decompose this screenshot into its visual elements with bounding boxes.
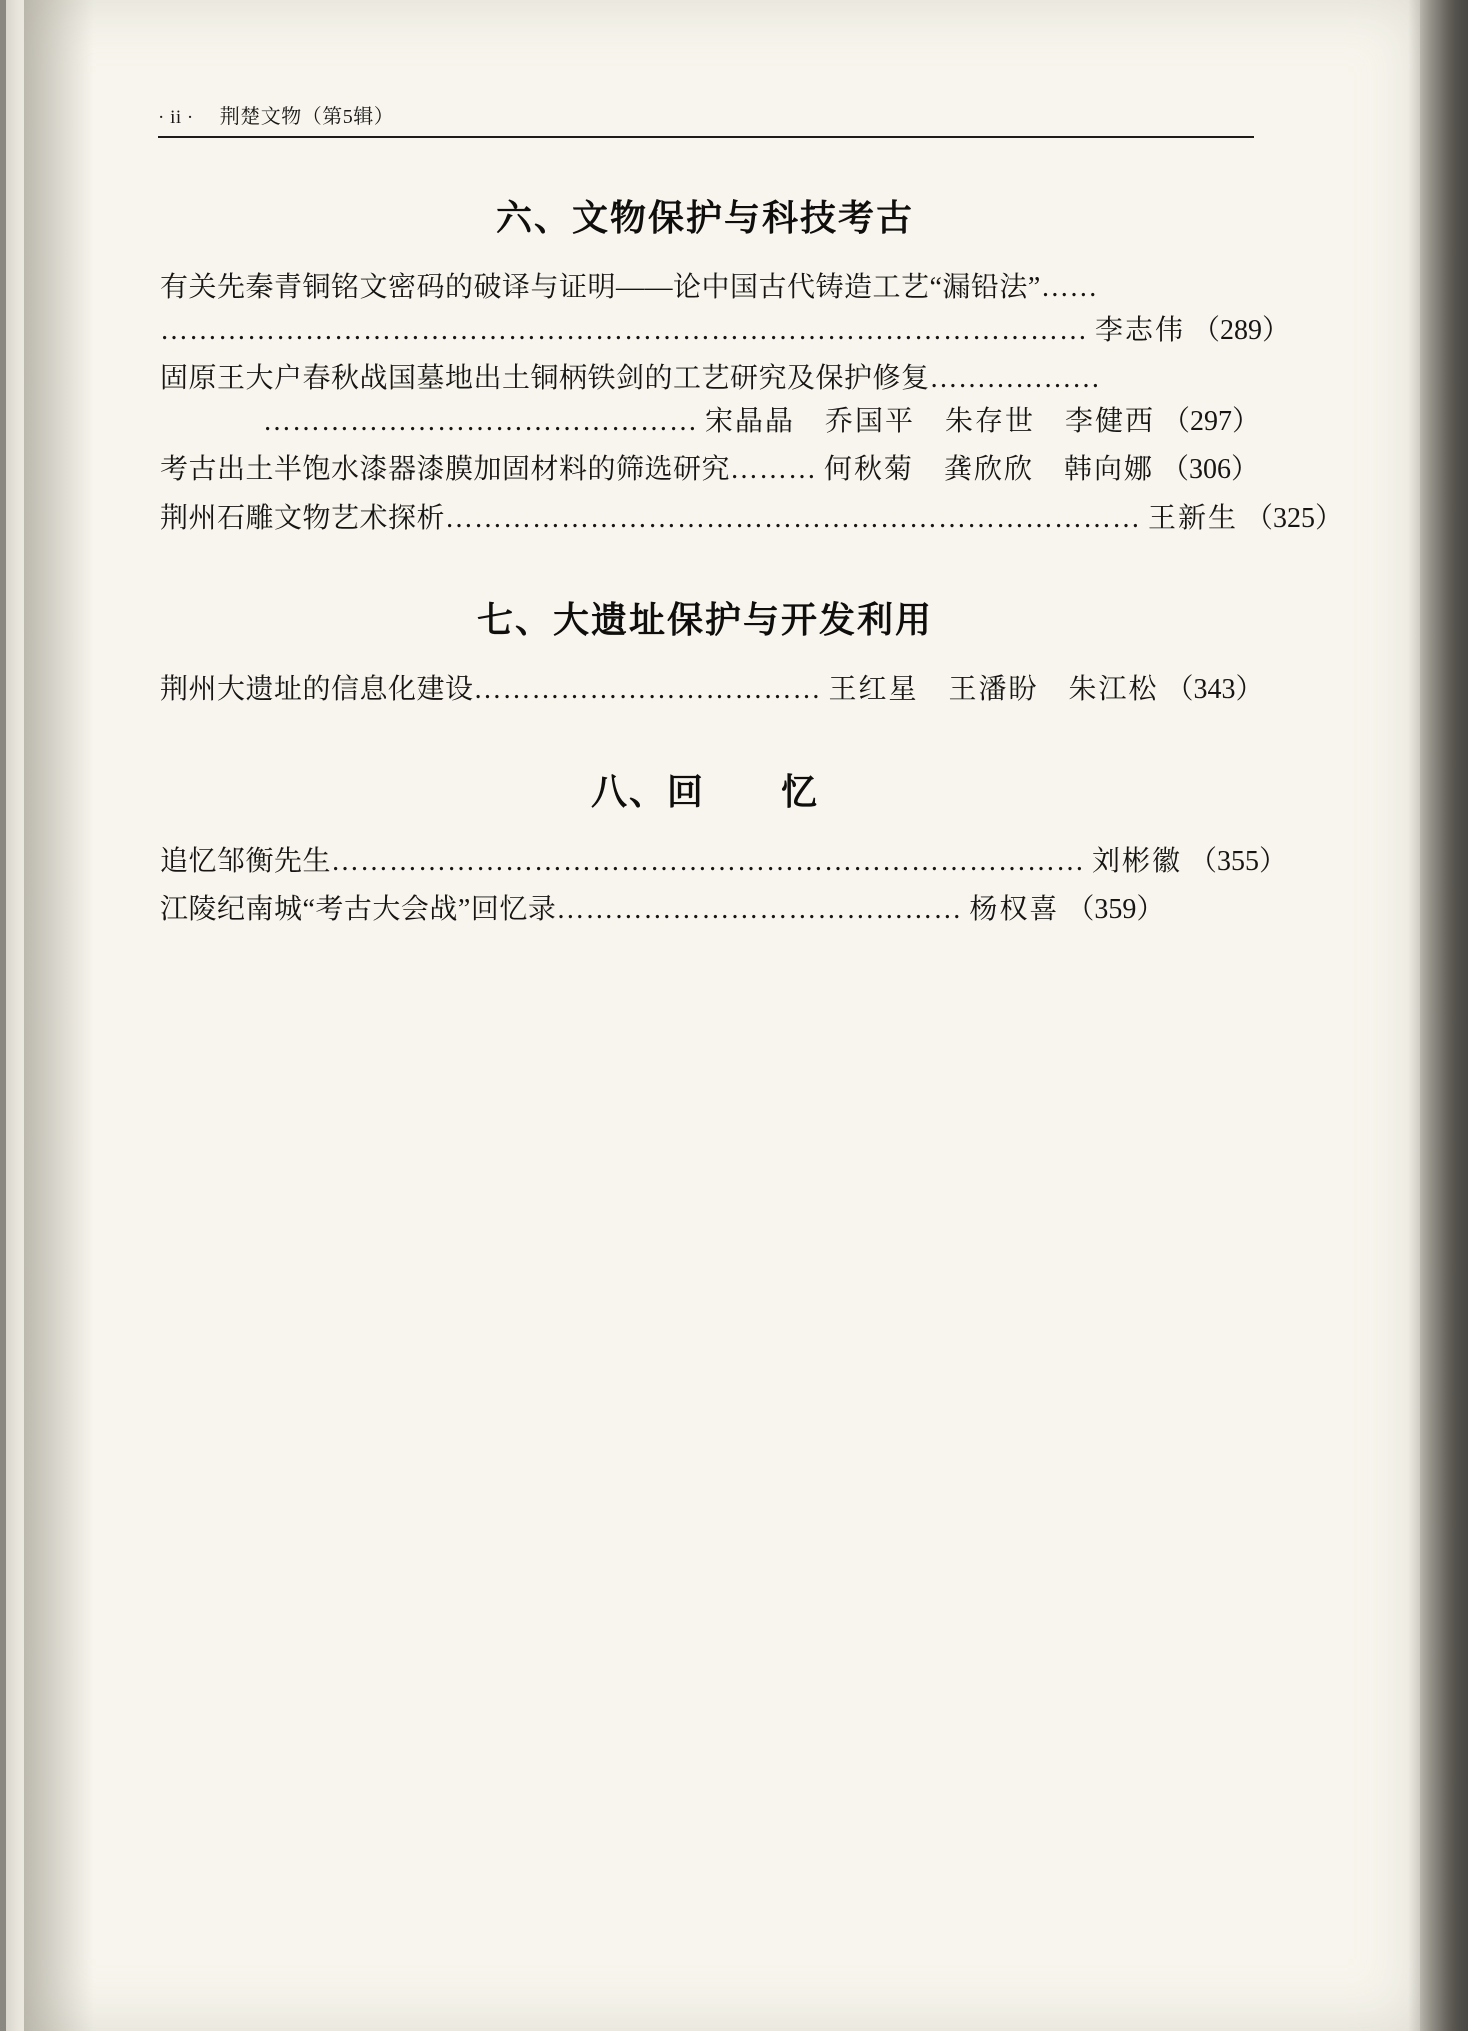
toc-entry-page: （343） xyxy=(1165,674,1264,706)
toc-entry[interactable] xyxy=(150,358,1260,443)
toc-entry-title: 固原王大户春秋战国墓地出土铜柄铁剑的工艺研究及保护修复……………… xyxy=(160,363,1101,395)
running-head-title: 荆楚文物（第5辑） xyxy=(219,106,395,128)
toc-leader: ……………………………………… xyxy=(262,405,698,437)
toc-entry-title: 有关先秦青铜铭文密码的破译与证明——论中国古代铸造工艺“漏铅法”…… xyxy=(160,272,1098,303)
toc-entry-page: （289） xyxy=(1192,314,1291,346)
toc-entry-page: （355） xyxy=(1189,845,1288,877)
toc-leader: …………………………………………………………………………………… xyxy=(160,314,1088,346)
toc-entry[interactable] xyxy=(150,889,1260,932)
toc-entry-title: 江陵纪南城“考古大会战”回忆录 xyxy=(160,894,557,926)
toc-leader: ……………………………………………………………… xyxy=(445,502,1142,534)
toc-entry[interactable] xyxy=(150,669,1264,712)
toc-entry[interactable] xyxy=(150,267,1291,352)
toc-entry-page: （306） xyxy=(1161,454,1260,486)
toc-entry-page: （297） xyxy=(1161,405,1260,437)
toc-entry[interactable] xyxy=(150,498,1344,541)
toc-entry-authors: 何秋菊 龚欣欣 韩向娜 xyxy=(824,454,1155,486)
page-content xyxy=(150,100,1344,938)
toc-leader: ……………………………… xyxy=(473,674,822,706)
toc-leader: …………………………………………………………………… xyxy=(331,845,1086,877)
toc-entry-authors: 刘彬徽 xyxy=(1092,845,1183,877)
section-heading: 七、大遗址保护与开发利用 xyxy=(476,600,933,641)
toc-entry-authors: 李志伟 xyxy=(1095,314,1186,346)
running-head xyxy=(150,100,1260,129)
page-edge-shadow xyxy=(1408,0,1468,2031)
toc-entry-title: 荆州大遗址的信息化建设 xyxy=(160,674,474,706)
toc-entry-authors: 杨权喜 xyxy=(969,894,1060,926)
toc-entry-authors: 王红星 王潘盼 朱江松 xyxy=(828,674,1159,706)
running-head-rule xyxy=(158,136,1254,138)
section-heading: 八、回 忆 xyxy=(590,771,819,812)
toc-leader: …………………………………… xyxy=(556,894,963,926)
toc-entry-title: 追忆邹衡先生 xyxy=(160,845,332,877)
book-gutter-shadow xyxy=(24,0,94,2031)
section-heading: 六、文物保护与科技考古 xyxy=(495,198,914,238)
toc-entry-page: （359） xyxy=(1066,894,1165,926)
folio-number: · ii · xyxy=(158,107,194,128)
toc-entry-title: 考古出土半饱水漆器漆膜加固材料的筛选研究 xyxy=(160,454,731,486)
toc-entry-authors: 王新生 xyxy=(1148,502,1239,534)
toc-leader: ……… xyxy=(730,454,818,486)
toc-entry-authors: 宋晶晶 乔国平 朱存世 李健西 xyxy=(704,405,1155,437)
toc-entry[interactable] xyxy=(150,449,1260,492)
toc-entry-page: （325） xyxy=(1245,502,1344,534)
toc-entry-title: 荆州石雕文物艺术探析 xyxy=(160,502,446,534)
toc-entry[interactable] xyxy=(150,841,1288,884)
